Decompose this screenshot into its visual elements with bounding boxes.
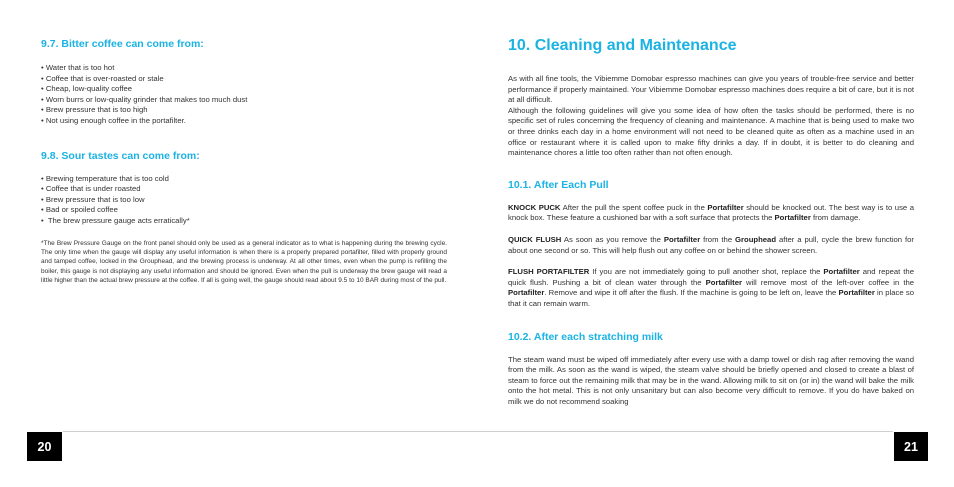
text-run: will remove most of the left-over coffee in the bbox=[741, 277, 915, 287]
text-run: after a pull, cycle the brew function for about one second or so. This will help flush out any coffee on or behind the shower screen. bbox=[508, 234, 914, 255]
text-run: If you are not immediately going to pull another shot, replace the bbox=[589, 267, 824, 277]
bold-run: Portafilter bbox=[774, 213, 811, 223]
intro-paragraph-2: Although the following guidelines will give you some idea of how often the tasks should be performed, there is no specific set of rules concerning the frequency of cleaning and maintenance. A machine that is being used to make two or three drinks each day in a home environment will not need to be cleaned quite as often as a machine used in an office or restaurant where it is called upon to make fifty drinks a day. If in doubt, it is better to do cleaning and maintenance chores a little too often rather than not often enough. bbox=[508, 105, 914, 158]
knock-puck-paragraph bbox=[508, 203, 914, 224]
text-run: in place so that it can remain warm. bbox=[508, 288, 915, 308]
list-item: • Coffee that is under roasted bbox=[41, 184, 447, 195]
text-run: . Remove and wipe it off after the flush. If the machine is going to be left on, leave the bbox=[544, 288, 839, 298]
knock-puck-term: KNOCK PUCK bbox=[508, 202, 561, 212]
bold-run: Portafilter bbox=[508, 288, 545, 298]
sour-heading: 9.8. Sour tastes can come from: bbox=[41, 149, 200, 162]
list-item: • Cheap, low-quality coffee bbox=[41, 84, 447, 95]
list-item: • Worn burrs or low-quality grinder that makes too much dust bbox=[41, 95, 447, 106]
list-item: • Brewing temperature that is too cold bbox=[41, 174, 447, 185]
quick-flush-paragraph bbox=[508, 235, 914, 256]
text-run: should be knocked out. The best way is to use a knock box. These feature a cushioned bar with a soft surface that protects the bbox=[508, 202, 915, 223]
list-item: • Coffee that is over-roasted or stale bbox=[41, 74, 447, 85]
intro-paragraph-1: As with all fine tools, the Vibiemme Domobar espresso machines can give you years of trouble-free service and better performance if properly maintained. Your Vibiemme Domobar espresso machines does require a bit of care, but it is not at all difficult. bbox=[508, 74, 914, 105]
text-run: As soon as you remove the bbox=[561, 234, 664, 244]
milk-paragraph: The steam wand must be wiped off immediately after every use with a damp towel or dish rag after removing the wand from the milk. As soon as the wand is wiped, the steam valve should be briefly opened and closed to create a blast of steam to force out the remaining milk that may be in the wand. Allowing milk to sit on (or in) the wand will bake the milk onto the hot metal. This is not only unsanitary but can also become very difficult to remove. If you do have baked on milk we do not recommend soaking bbox=[508, 354, 914, 406]
left-page-column bbox=[41, 38, 447, 286]
list-item: • Brew pressure that is too high bbox=[41, 105, 447, 116]
bold-run: Portafilter bbox=[838, 288, 875, 298]
page-number-right: 21 bbox=[894, 432, 928, 461]
bitter-list bbox=[41, 63, 447, 127]
page-number-left: 20 bbox=[27, 432, 62, 461]
bold-run: Portafilter bbox=[705, 277, 742, 287]
flush-portafilter-term: FLUSH PORTAFILTER bbox=[508, 267, 590, 277]
after-pull-heading: 10.1. After Each Pull bbox=[508, 178, 609, 191]
text-run: After the pull the spent coffee puck in the bbox=[560, 202, 708, 212]
text-run: from the bbox=[700, 234, 736, 244]
bold-run: Portafilter bbox=[823, 267, 860, 277]
bold-run: Grouphead bbox=[735, 234, 777, 244]
page-title: 10. Cleaning and Maintenance bbox=[508, 37, 737, 54]
bitter-heading: 9.7. Bitter coffee can come from: bbox=[41, 38, 204, 50]
bold-run: Portafilter bbox=[663, 234, 701, 244]
sour-list bbox=[41, 174, 447, 227]
list-item: • Water that is too hot bbox=[41, 63, 447, 74]
list-item: • The brew pressure gauge acts erratically* bbox=[41, 216, 447, 227]
bold-run: Portafilter bbox=[707, 202, 744, 212]
list-item: • Not using enough coffee in the portafilter. bbox=[41, 116, 447, 127]
list-item: • Bad or spoiled coffee bbox=[41, 205, 447, 216]
pressure-gauge-note: *The Brew Pressure Gauge on the front panel should only be used as a general indicator as to what is happening during the brewing cycle. The only time when the gauge will display any useful information is when there is a properly prepared portafilter, filled with properly ground and tamped coffee, locked in the Grouphead, and the brewing process is underway. At all other times, even when the pump is refilling the boiler, this gauge is not displaying any useful information and should be ignored. Even when the pull is underway the brew gauge will read a little higher than the actual brew pressure at the coffee. If all is going well, the gauge should read about 9.5 to 10 BAR during most of the pull. bbox=[41, 239, 447, 285]
milk-heading: 10.2. After each stratching milk bbox=[508, 330, 663, 343]
right-page-column bbox=[508, 36, 914, 407]
text-run: and repeat the quick flush. Pushing a bit of clean water through the bbox=[508, 267, 914, 287]
text-run: from damage. bbox=[810, 213, 861, 223]
footer-divider bbox=[63, 431, 893, 432]
quick-flush-term: QUICK FLUSH bbox=[508, 234, 562, 244]
list-item: • Brew pressure that is too low bbox=[41, 195, 447, 206]
flush-portafilter-paragraph bbox=[508, 267, 914, 309]
